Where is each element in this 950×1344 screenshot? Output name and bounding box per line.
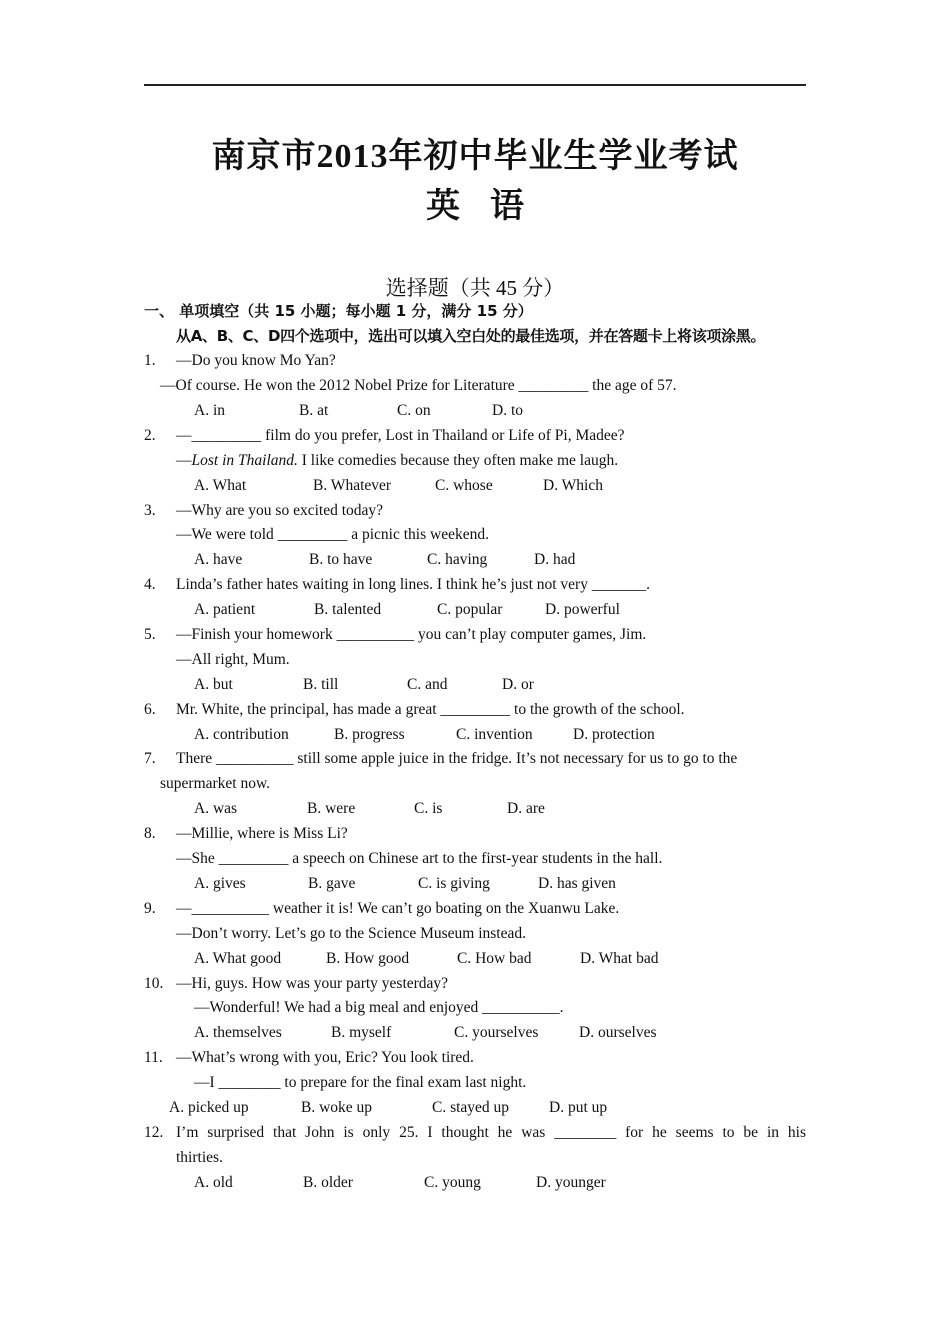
- question-line: I’m surprised that John is only 25. I thought he was ________ for he seems to be in his: [176, 1124, 806, 1141]
- question-line: —Why are you so excited today?: [176, 502, 384, 519]
- question-number: 5.: [144, 626, 156, 643]
- italic-film-title: Lost in Thailand.: [191, 452, 298, 469]
- question-line: —I ________ to prepare for the final exam last night.: [194, 1074, 527, 1091]
- option-b: B. How good: [326, 950, 410, 967]
- question-number: 4.: [144, 576, 156, 593]
- question-line: —Do you know Mo Yan?: [176, 352, 336, 369]
- question-number: 1.: [144, 352, 156, 369]
- question-line: —Millie, where is Miss Li?: [176, 825, 348, 842]
- question-line: —Hi, guys. How was your party yesterday?: [176, 975, 449, 992]
- question-number: 7.: [144, 750, 156, 767]
- section-title: 选择题（共 45 分）: [385, 276, 565, 300]
- question-number: 6.: [144, 701, 156, 718]
- question-line: —Don’t worry. Let’s go to the Science Museum instead.: [176, 925, 526, 942]
- option-b: B. to have: [309, 551, 373, 568]
- option-c: C. having: [427, 551, 488, 568]
- question-line: —Finish your homework __________ you can’t play computer games, Jim.: [176, 626, 647, 643]
- option-b: B. gave: [308, 875, 356, 892]
- question-line: —All right, Mum.: [176, 651, 290, 668]
- option-a: A. What: [194, 477, 247, 494]
- option-b: B. older: [303, 1174, 353, 1191]
- question-line: Linda’s father hates waiting in long lines. I think he’s just not very _______.: [176, 576, 650, 593]
- option-d: D. or: [502, 676, 534, 693]
- question-line: —We were told _________ a picnic this weekend.: [176, 526, 489, 543]
- option-c: C. popular: [437, 601, 503, 618]
- question-number: 10.: [144, 975, 164, 992]
- option-a: A. in: [194, 402, 225, 419]
- option-c: C. whose: [435, 477, 493, 494]
- question-line: supermarket now.: [160, 775, 271, 792]
- option-d: D. younger: [536, 1174, 606, 1191]
- option-c: C. How bad: [457, 950, 532, 967]
- option-c: C. is: [414, 800, 443, 817]
- option-d: D. What bad: [580, 950, 659, 967]
- question-number: 12.: [144, 1124, 164, 1141]
- option-b: B. progress: [334, 726, 405, 743]
- exam-title: 南京市2013年初中毕业生学业考试: [211, 138, 739, 175]
- option-b: B. were: [307, 800, 356, 817]
- option-c: C. and: [407, 676, 448, 693]
- top-rule: [144, 84, 806, 86]
- question-line: thirties.: [176, 1149, 223, 1166]
- option-c: C. is giving: [418, 875, 490, 892]
- option-d: D. has given: [538, 875, 616, 892]
- question-line: —__________ weather it is! We can’t go boating on the Xuanwu Lake.: [176, 900, 620, 917]
- option-a: A. picked up: [169, 1099, 249, 1116]
- option-c: C. yourselves: [454, 1024, 539, 1041]
- option-d: D. ourselves: [579, 1024, 657, 1041]
- option-c: C. invention: [456, 726, 533, 743]
- option-a: A. have: [194, 551, 243, 568]
- option-b: B. Whatever: [313, 477, 392, 494]
- question-line: Mr. White, the principal, has made a great _________ to the growth of the school.: [176, 701, 685, 718]
- option-d: D. protection: [573, 726, 655, 743]
- question-line: —_________ film do you prefer, Lost in Thailand or Life of Pi, Madee?: [176, 427, 625, 444]
- question-line: —What’s wrong with you, Eric? You look tired.: [176, 1049, 474, 1066]
- option-b: B. myself: [331, 1024, 392, 1041]
- option-c: C. young: [424, 1174, 481, 1191]
- option-c: C. stayed up: [432, 1099, 510, 1116]
- option-a: A. old: [194, 1174, 233, 1191]
- question-line: —Wonderful! We had a big meal and enjoyed __________.: [194, 999, 564, 1016]
- question-line: There __________ still some apple juice in the fridge. It’s not necessary for us to go to the: [176, 750, 738, 767]
- question-line: —Lost in Thailand. I like comedies because they often make me laugh.: [176, 452, 619, 469]
- question-number: 8.: [144, 825, 156, 842]
- option-d: D. Which: [543, 477, 603, 494]
- option-a: A. was: [194, 800, 238, 817]
- part-instruction: 从A、B、C、D四个选项中，选出可以填入空白处的最佳选项，并在答题卡上将该项涂黑。: [176, 327, 766, 345]
- option-a: A. themselves: [194, 1024, 282, 1041]
- question-line-rest: I like comedies because they often make me laugh.: [301, 452, 619, 469]
- option-b: B. talented: [314, 601, 382, 618]
- question-number: 11.: [144, 1049, 163, 1066]
- option-a: A. patient: [194, 601, 256, 618]
- question-number: 2.: [144, 427, 156, 444]
- option-d: D. powerful: [545, 601, 620, 618]
- exam-subject: 英语: [426, 188, 554, 225]
- part-heading: 一、 单项填空（共 15 小题；每小题 1 分，满分 15 分）: [144, 302, 533, 320]
- option-a: A. but: [194, 676, 233, 693]
- question-number: 9.: [144, 900, 156, 917]
- question-line: —She _________ a speech on Chinese art to the first-year students in the hall.: [176, 850, 663, 867]
- option-c: C. on: [397, 402, 431, 419]
- option-d: D. had: [534, 551, 576, 568]
- option-a: A. contribution: [194, 726, 289, 743]
- option-b: B. at: [299, 402, 329, 419]
- option-b: B. till: [303, 676, 339, 693]
- option-a: A. What good: [194, 950, 282, 967]
- option-a: A. gives: [194, 875, 246, 892]
- option-b: B. woke up: [301, 1099, 373, 1116]
- option-d: D. to: [492, 402, 523, 419]
- question-line: —Of course. He won the 2012 Nobel Prize for Literature _________ the age of 57.: [160, 377, 677, 394]
- question-number: 3.: [144, 502, 156, 519]
- option-d: D. are: [507, 800, 545, 817]
- option-d: D. put up: [549, 1099, 608, 1116]
